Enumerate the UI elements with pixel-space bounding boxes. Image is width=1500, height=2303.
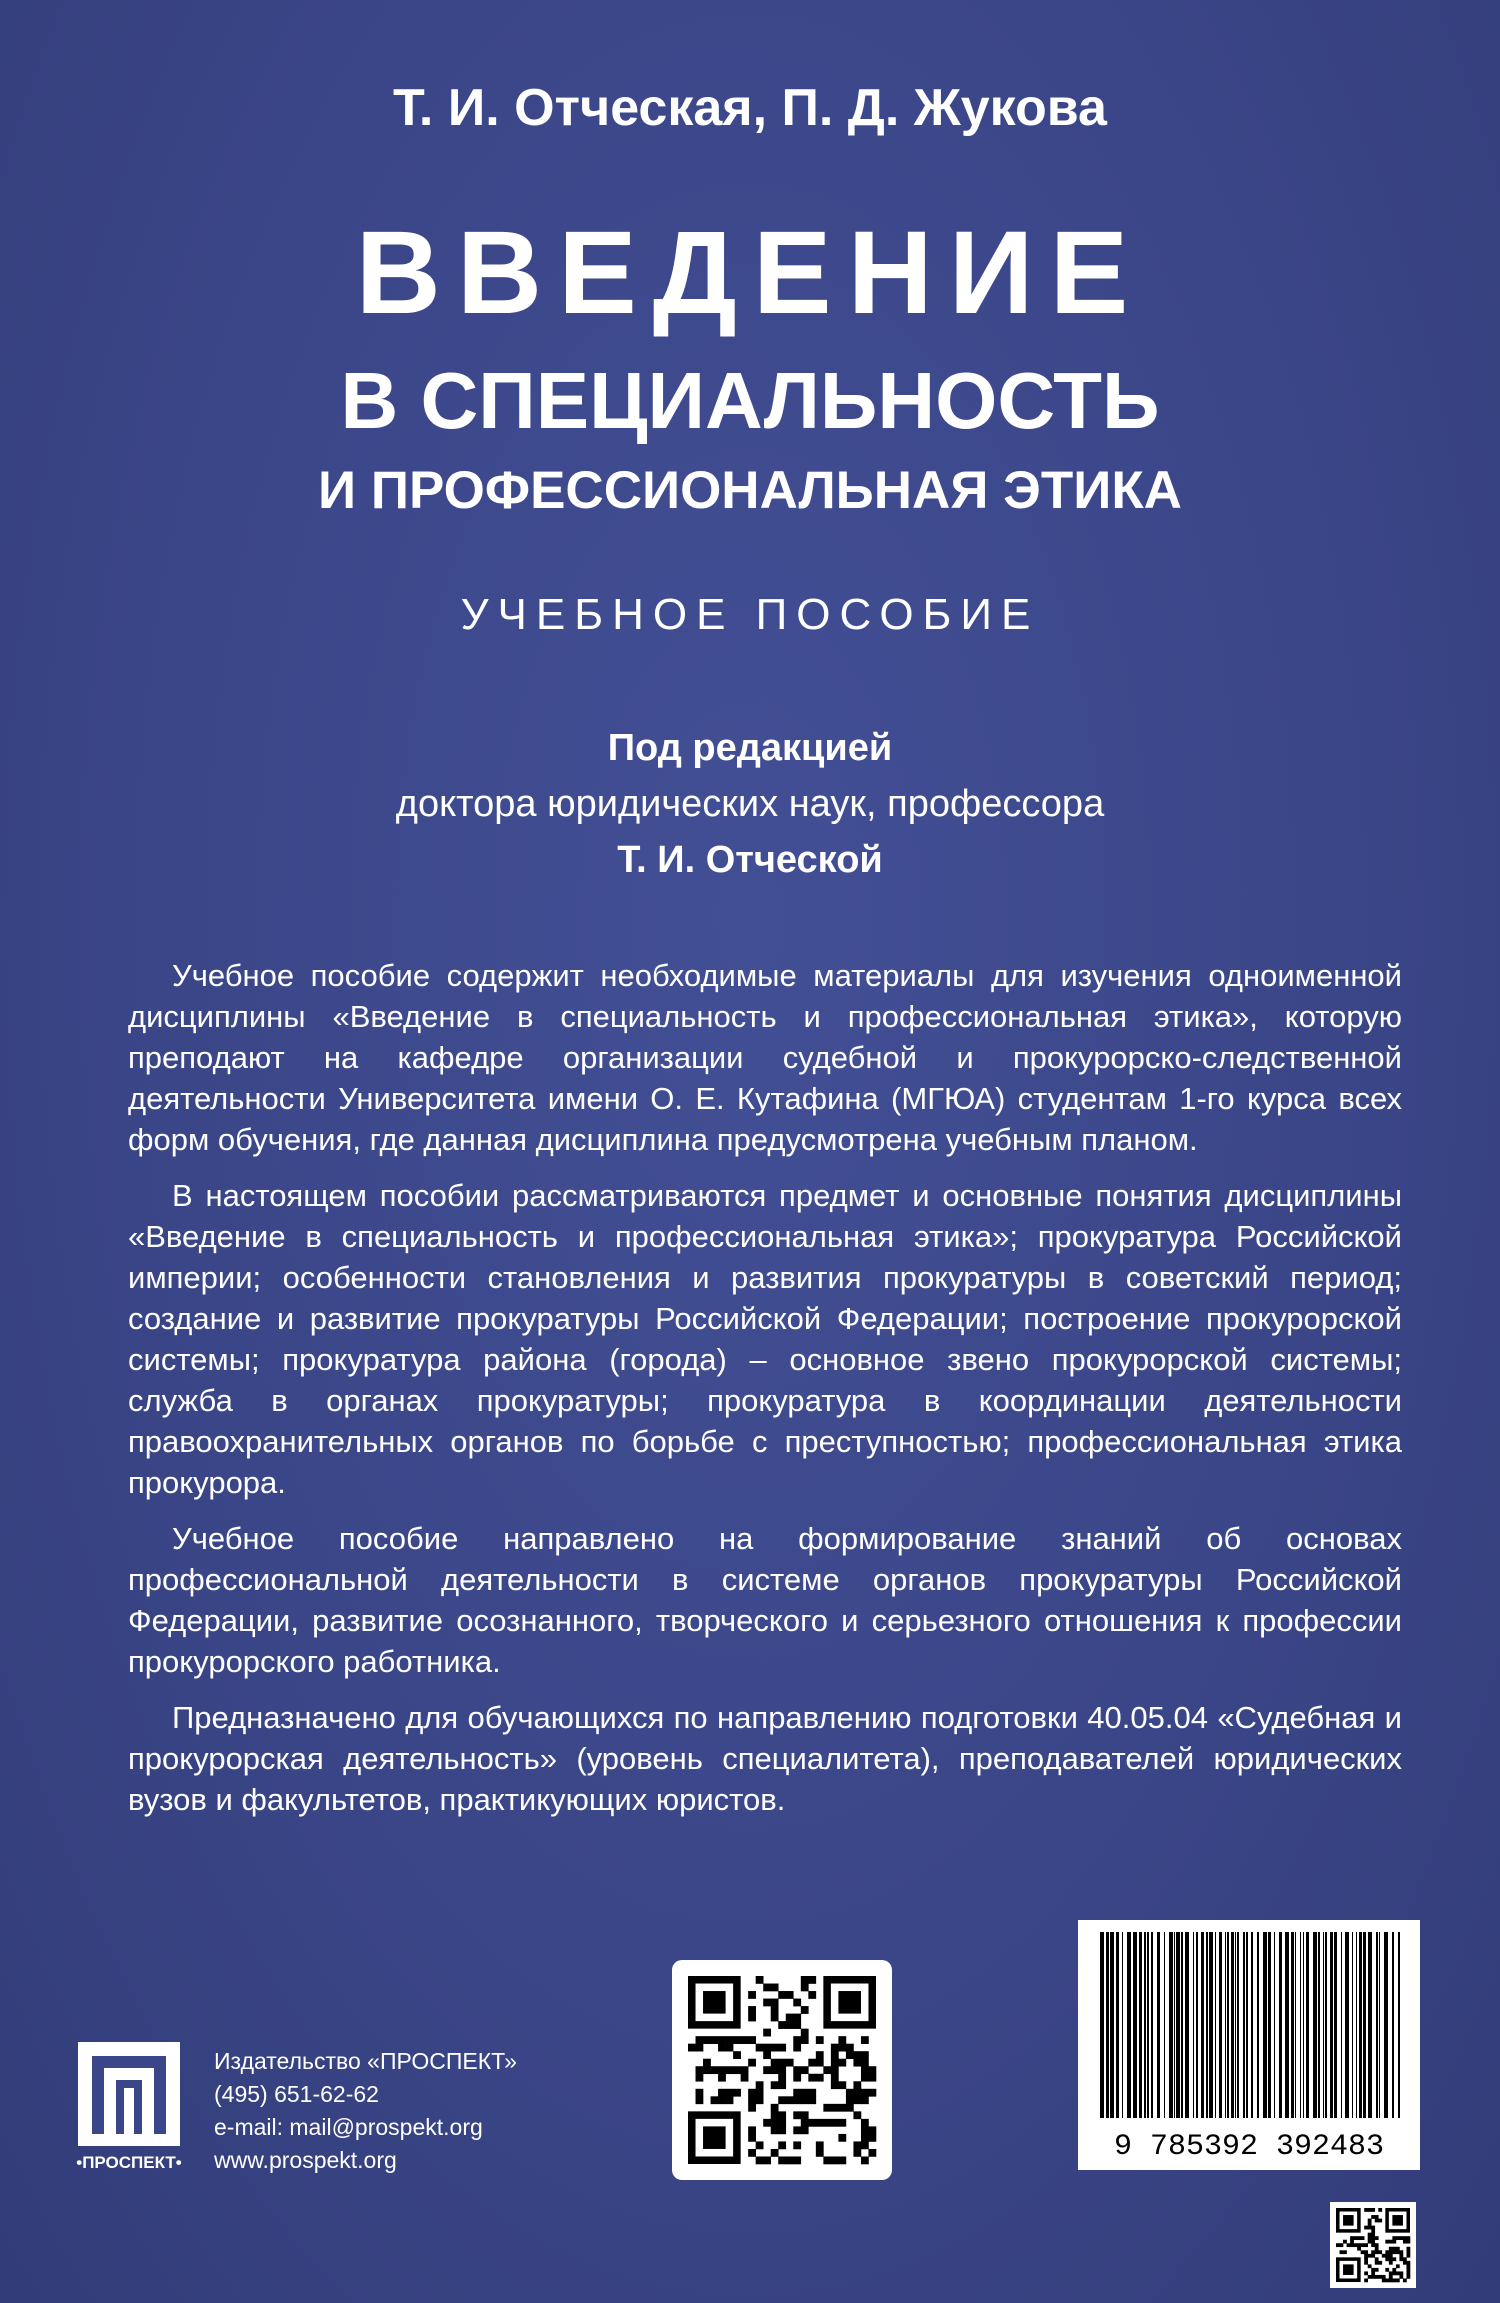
publisher-logo-text: •ПРОСПЕКТ• <box>76 2153 182 2172</box>
annotation-paragraph: Учебное пособие содержит необходимые материалы для изучения одноименной дисциплины «Введение в специальность и профессиональная этика», которую преподают на кафедре организации судебной и прокурорско-следственной деятельности Университета имени О. Е. Кутафина (МГЮА) студентам 1-го курса всех форм обучения, где данная дисциплина предусмотрена учебным планом. <box>128 958 1402 1157</box>
title-line-2: В СПЕЦИАЛЬНОСТЬ <box>340 356 1160 445</box>
subtitle: УЧЕБНОЕ ПОСОБИЕ <box>460 590 1040 639</box>
isbn-barcode <box>1078 1920 1420 2170</box>
isbn-digits: 9 785392 392483 <box>1113 2130 1385 2164</box>
small-qr-code <box>1330 2202 1416 2288</box>
annotation-paragraph: В настоящем пособии рассматриваются предмет и основные понятия дисциплины «Введение в специальность и профессиональная этика»; прокуратура Российской империи; особенности становления и развития прокуратуры в советский период; создание и развитие прокуратуры Российской Федерации; построение прокурорской системы; прокуратура района (города) – основное звено прокурорской системы; служба в органах прокуратуры; прокуратура в координации деятельности правоохранительных органов по борьбе с преступностью; профессиональная этика прокурора. <box>128 1178 1402 1500</box>
editor-name: Т. И. Отческой <box>617 839 883 881</box>
annotation-text <box>128 955 1402 1835</box>
annotation-paragraph: Учебное пособие направлено на формирование знаний об основах профессиональной деятельности в системе органов прокуратуры Российской Федерации, развитие осознанного, творческого и серьезного отношения к профессии прокурорского работника. <box>128 1521 1402 1679</box>
editor-block <box>0 720 1500 888</box>
publisher-name: Издательство «ПРОСПЕКТ» <box>214 2048 517 2074</box>
authors: Т. И. Отческая, П. Д. Жукова <box>393 79 1107 137</box>
publisher-logo-icon <box>64 2042 194 2174</box>
annotation-paragraph: Предназначено для обучающихся по направлению подготовки 40.05.04 «Судебная и прокурорская деятельность» (уровень специалитета), преподавателей юридических вузов и факультетов, практикующих юристов. <box>128 1700 1402 1817</box>
publisher-email: e-mail: mail@prospekt.org <box>214 2114 483 2140</box>
publisher-website: www.prospekt.org <box>214 2147 397 2173</box>
qr-code <box>672 1960 892 2180</box>
editor-line-1: Под редакцией <box>607 727 893 769</box>
publisher-phone: (495) 651-62-62 <box>214 2081 379 2107</box>
title-line-3: И ПРОФЕССИОНАЛЬНАЯ ЭТИКА <box>318 461 1182 520</box>
editor-line-2: доктора юридических наук, профессора <box>395 783 1105 825</box>
publisher-info <box>214 2045 517 2177</box>
title-line-1: ВВЕДЕНИЕ <box>355 207 1145 339</box>
